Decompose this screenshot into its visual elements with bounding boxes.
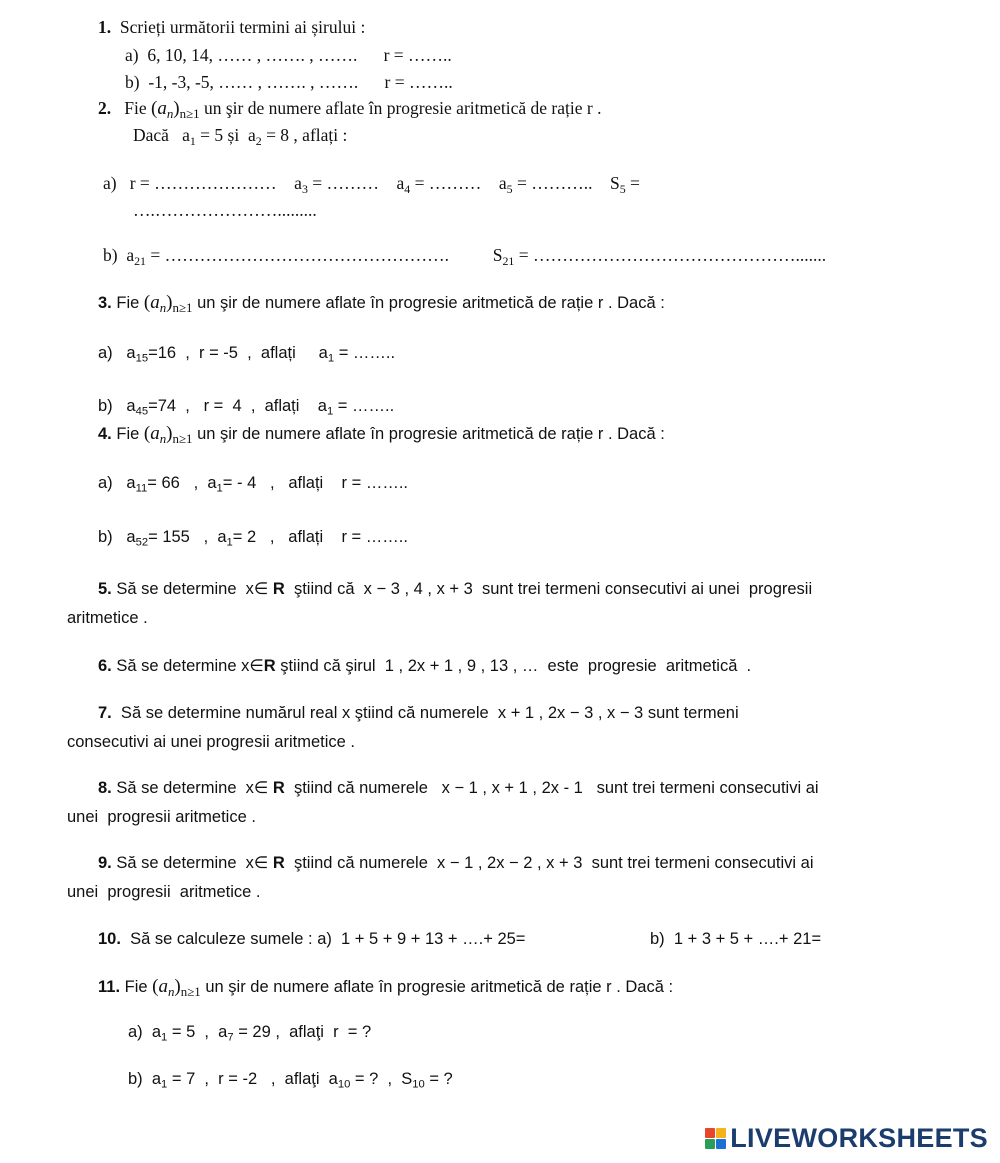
p7-line2: consecutivi ai unei progresii aritmetice . bbox=[67, 733, 355, 751]
p10-line: 10. Să se calculeze sumele : a) 1 + 5 + 9 + 13 + ….+ 25= bbox=[98, 930, 526, 948]
p2-given: Dacă $a_1 = 5$ și $a_2 = 8$ , aflați : bbox=[133, 125, 348, 148]
p5-number: 5. bbox=[98, 580, 112, 598]
p11-sequence: $(a_n)_{n\ge 1}$ bbox=[152, 976, 201, 1000]
p9-line1: 9. Să se determine x∈ R ştiind că numerele x − 1 , 2x − 2 , x + 3 sunt trei termeni consecutivi ai bbox=[98, 854, 814, 872]
logo-grid-icon bbox=[705, 1128, 726, 1149]
p3-b: b) $a_{45}=74$ , r = 4 , aflați $a_1$ = …….. bbox=[98, 397, 395, 418]
p5-line1: 5. Să se determine x∈ R ştiind că x − 3 , 4 , x + 3 sunt trei termeni consecutivi ai unei progresii bbox=[98, 580, 813, 598]
logo-text: LIVEWORKSHEETS bbox=[730, 1123, 988, 1153]
p11-fie: Fie bbox=[120, 978, 148, 996]
p8-number: 8. bbox=[98, 779, 112, 797]
p4-a: a) $a_{11}= 66$ , $a_1= - 4$ , aflați r = …….. bbox=[98, 474, 409, 495]
p9-number: 9. bbox=[98, 854, 112, 872]
p1-statement bbox=[98, 17, 365, 37]
p9-line2: unei progresii aritmetice . bbox=[67, 883, 261, 901]
p4-number: 4. bbox=[98, 425, 112, 443]
p4-statement bbox=[98, 423, 665, 445]
p4-b: b) $a_{52}= 155$ , $a_1= 2$ , aflați r = …….. bbox=[98, 528, 408, 549]
p3-text: un şir de numere aflate în progresie aritmetică de rație r . Dacă : bbox=[197, 294, 665, 312]
p3-statement bbox=[98, 292, 665, 314]
p10-number: 10. bbox=[98, 930, 121, 948]
p4-text: un şir de numere aflate în progresie aritmetică de rație r . Dacă : bbox=[197, 425, 665, 443]
p2-a-answers: a) r = ………………… $a_3$ = ……… $a_4$ = ……… $a_5$ = ……….. $S_5$ = bbox=[103, 173, 640, 196]
p1-a: a) 6, 10, 14, …… , ……. , ……. r = …….. bbox=[125, 45, 452, 65]
p1-b: b) -1, -3, -5, …… , ……. , ……. r = …….. bbox=[125, 72, 453, 92]
p8-line1: 8. Să se determine x∈ R ştiind că numerele x − 1 , x + 1 , 2x - 1 sunt trei termeni consecutivi ai bbox=[98, 779, 819, 797]
p3-number: 3. bbox=[98, 294, 112, 312]
p11-a: a) $a_1 = 5$ , $a_7 = 29$ , aflaţi r = ? bbox=[128, 1023, 372, 1044]
p1-number: 1. bbox=[98, 17, 112, 37]
p2-number: 2. bbox=[98, 98, 112, 118]
p5-line2: aritmetice . bbox=[67, 609, 148, 627]
p2-fie: Fie bbox=[124, 98, 147, 118]
p2-sequence: $(a_n)_{n\ge 1}$ bbox=[151, 98, 200, 122]
p2-statement bbox=[98, 98, 601, 120]
liveworksheets-logo bbox=[705, 1123, 988, 1154]
p6-number: 6. bbox=[98, 657, 112, 675]
p7-number: 7. bbox=[98, 704, 112, 722]
p4-fie: Fie bbox=[116, 425, 140, 443]
p3-fie: Fie bbox=[116, 294, 140, 312]
p11-text: un şir de numere aflate în progresie aritmetică de rație r . Dacă : bbox=[205, 978, 674, 996]
p7-line1: 7. Să se determine numărul real x ştiind că numerele x + 1 , 2x − 3 , x − 3 sunt termeni bbox=[98, 704, 739, 722]
p6-line1: 6. Să se determine x∈R ştiind că şirul 1 , 2x + 1 , 9 , 13 , … este progresie aritmetică . bbox=[98, 657, 752, 675]
p11-number: 11. bbox=[98, 978, 121, 996]
p2-b-answers: b) $a_{21}$ = …………………………………………. $S_{21}$ = ………………………………………....... bbox=[103, 245, 827, 268]
p10-b: b) 1 + 3 + 5 + ….+ 21= bbox=[650, 930, 822, 948]
p1-text: Scrieți următorii termini ai șirului : bbox=[119, 17, 366, 37]
p11-statement bbox=[98, 976, 673, 998]
p3-sequence: $(a_n)_{n\ge 1}$ bbox=[143, 292, 193, 316]
p2-a-continuation: ….…………………......... bbox=[133, 200, 317, 220]
p3-a: a) $a_{15}=16$ , r = -5 , aflați $a_1$ = …….. bbox=[98, 344, 396, 365]
p11-b: b) $a_1 = 7$ , r = -2 , aflaţi $a_{10}$ = ? , $S_{10}$ = ? bbox=[128, 1070, 453, 1091]
p4-sequence: $(a_n)_{n\ge 1}$ bbox=[143, 423, 193, 447]
p8-line2: unei progresii aritmetice . bbox=[67, 808, 256, 826]
p2-text: un şir de numere aflate în progresie aritmetică de rație r . bbox=[203, 98, 602, 118]
